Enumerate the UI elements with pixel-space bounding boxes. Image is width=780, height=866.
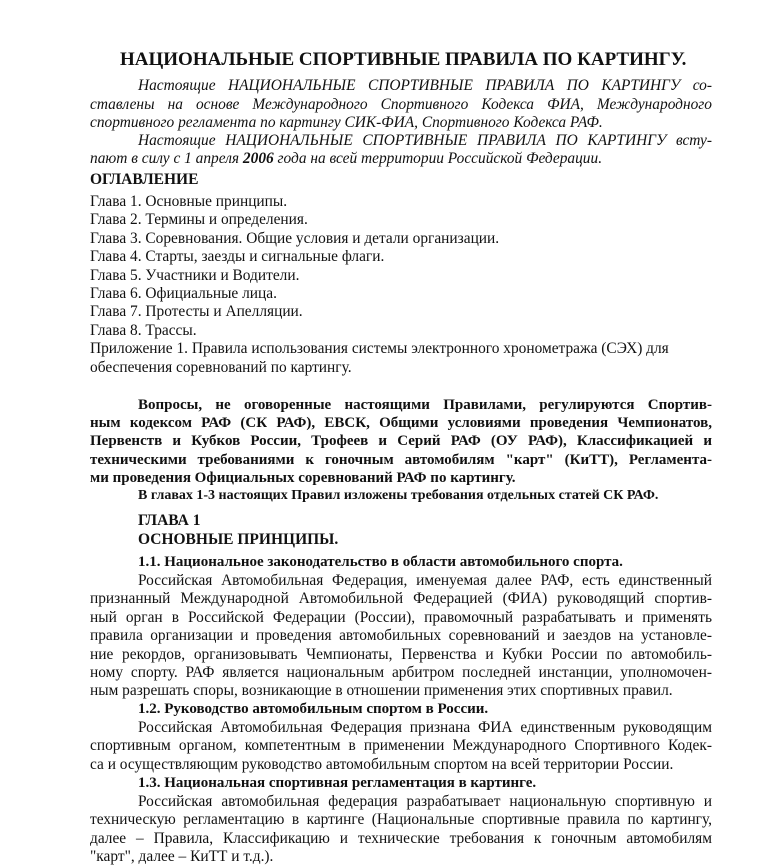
toc-item[interactable]: Глава 7. Протесты и Апелляции. bbox=[90, 303, 303, 320]
toc-item[interactable]: Глава 3. Соревнования. Общие условия и детали организации. bbox=[90, 230, 500, 247]
intro-line: Настоящие НАЦИОНАЛЬНЫЕ СПОРТИВНЫЕ ПРАВИЛА ПО КАРТИНГУ со- bbox=[138, 77, 712, 94]
toc-item[interactable]: Приложение 1. Правила использования системы электронного хронометража (СЭХ) для bbox=[90, 340, 669, 357]
section-line: ный орган в Российской Федерации (России), правомочный разрабатывать и применять bbox=[90, 609, 712, 626]
section-line: ному спорту. РАФ является национальным арбитром последней инстанции, уполномочен- bbox=[90, 664, 712, 681]
intro-text: пают в силу с 1 апреля bbox=[90, 150, 243, 167]
toc-item[interactable]: Глава 8. Трассы. bbox=[90, 322, 197, 339]
section-line: "карт", далее – КиТТ и т.д.). bbox=[90, 848, 274, 865]
section-line: ние рекордов, организовывать Чемпионаты, Первенства и Кубки России по автомобиль- bbox=[90, 646, 712, 663]
section-heading: 1.2. Руководство автомобильным спортом в России. bbox=[138, 701, 489, 717]
section-line: ным разрешать споры, возникающие в отношении применения этих спортивных правил. bbox=[90, 682, 673, 699]
section-line: Российская автомобильная федерация разрабатывает национальную спортивную и bbox=[138, 793, 712, 810]
intro-line: спортивного регламента по картингу СИК-ФИА, Спортивного Кодекса РАФ. bbox=[90, 114, 603, 131]
toc-item[interactable]: Глава 6. Официальные лица. bbox=[90, 285, 277, 302]
intro-effective-date bbox=[90, 150, 602, 168]
notice-line: В главах 1-3 настоящих Правил изложены требования отдельных статей СК РАФ. bbox=[138, 488, 659, 503]
section-line: са и осуществляющим руководство автомобильным спортом на всей территории России. bbox=[90, 756, 674, 773]
chapter-label: ГЛАВА 1 bbox=[138, 512, 201, 529]
toc-item[interactable]: Глава 2. Термины и определения. bbox=[90, 211, 308, 228]
toc-item[interactable]: Глава 1. Основные принципы. bbox=[90, 193, 288, 210]
notice-line: Вопросы, не оговоренные настоящими Правилами, регулируются Спортив- bbox=[138, 397, 712, 413]
notice-line: ми проведения Официальных соревнований РАФ по картингу. bbox=[90, 470, 516, 486]
notice-line: техническими требованиями к гоночным автомобилям "карт" (КиТТ), Регламента- bbox=[90, 452, 712, 468]
section-heading: 1.3. Национальная спортивная регламентация в картинге. bbox=[138, 775, 537, 791]
section-heading: 1.1. Национальное законодательство в области автомобильного спорта. bbox=[138, 554, 623, 570]
intro-line: ставлены на основе Международного Спортивного Кодекса ФИА, Международного bbox=[90, 96, 712, 113]
toc-heading: ОГЛАВЛЕНИЕ bbox=[90, 171, 199, 188]
intro-line: Настоящие НАЦИОНАЛЬНЫЕ СПОРТИВНЫЕ ПРАВИЛА ПО КАРТИНГУ всту- bbox=[138, 132, 712, 149]
section-line: признанный Международной Автомобильной Федерацией (ФИА) руководящий спортив- bbox=[90, 590, 712, 607]
toc-item[interactable]: Глава 4. Старты, заезды и сигнальные флаги. bbox=[90, 248, 385, 265]
notice-line: ным кодексом РАФ (СК РАФ), ЕВСК, Общими условиями проведения Чемпионатов, bbox=[90, 415, 712, 431]
notice-line: Первенств и Кубков России, Трофеев и Серий РАФ (ОУ РАФ), Классификацией и bbox=[90, 433, 712, 449]
intro-text: года на всей территории Российской Федерации. bbox=[273, 150, 603, 167]
section-line: техническую регламентацию в картинге (Национальные спортивные правила по картингу, bbox=[90, 811, 712, 828]
chapter-title: ОСНОВНЫЕ ПРИНЦИПЫ. bbox=[138, 531, 339, 548]
effective-year: 2006 bbox=[242, 150, 274, 167]
section-line: спортивным органом, компетентным в применении Международного Спортивного Кодек- bbox=[90, 737, 712, 754]
document-title: НАЦИОНАЛЬНЫЕ СПОРТИВНЫЕ ПРАВИЛА ПО КАРТИНГУ. bbox=[120, 49, 687, 70]
section-line: далее – Правила, Классификацию и технические требования к гоночным автомобилям bbox=[90, 830, 712, 847]
toc-item[interactable]: Глава 5. Участники и Водители. bbox=[90, 267, 300, 284]
section-line: Российская Автомобильная Федерация, именуемая далее РАФ, есть единственный bbox=[138, 572, 712, 589]
toc-item[interactable]: обеспечения соревнований по картингу. bbox=[90, 359, 352, 376]
section-line: Российская Автомобильная Федерация признана ФИА единственным руководящим bbox=[138, 719, 712, 736]
section-line: правила организации и проведения автомобильных соревнований и заездов на установле- bbox=[90, 627, 712, 644]
